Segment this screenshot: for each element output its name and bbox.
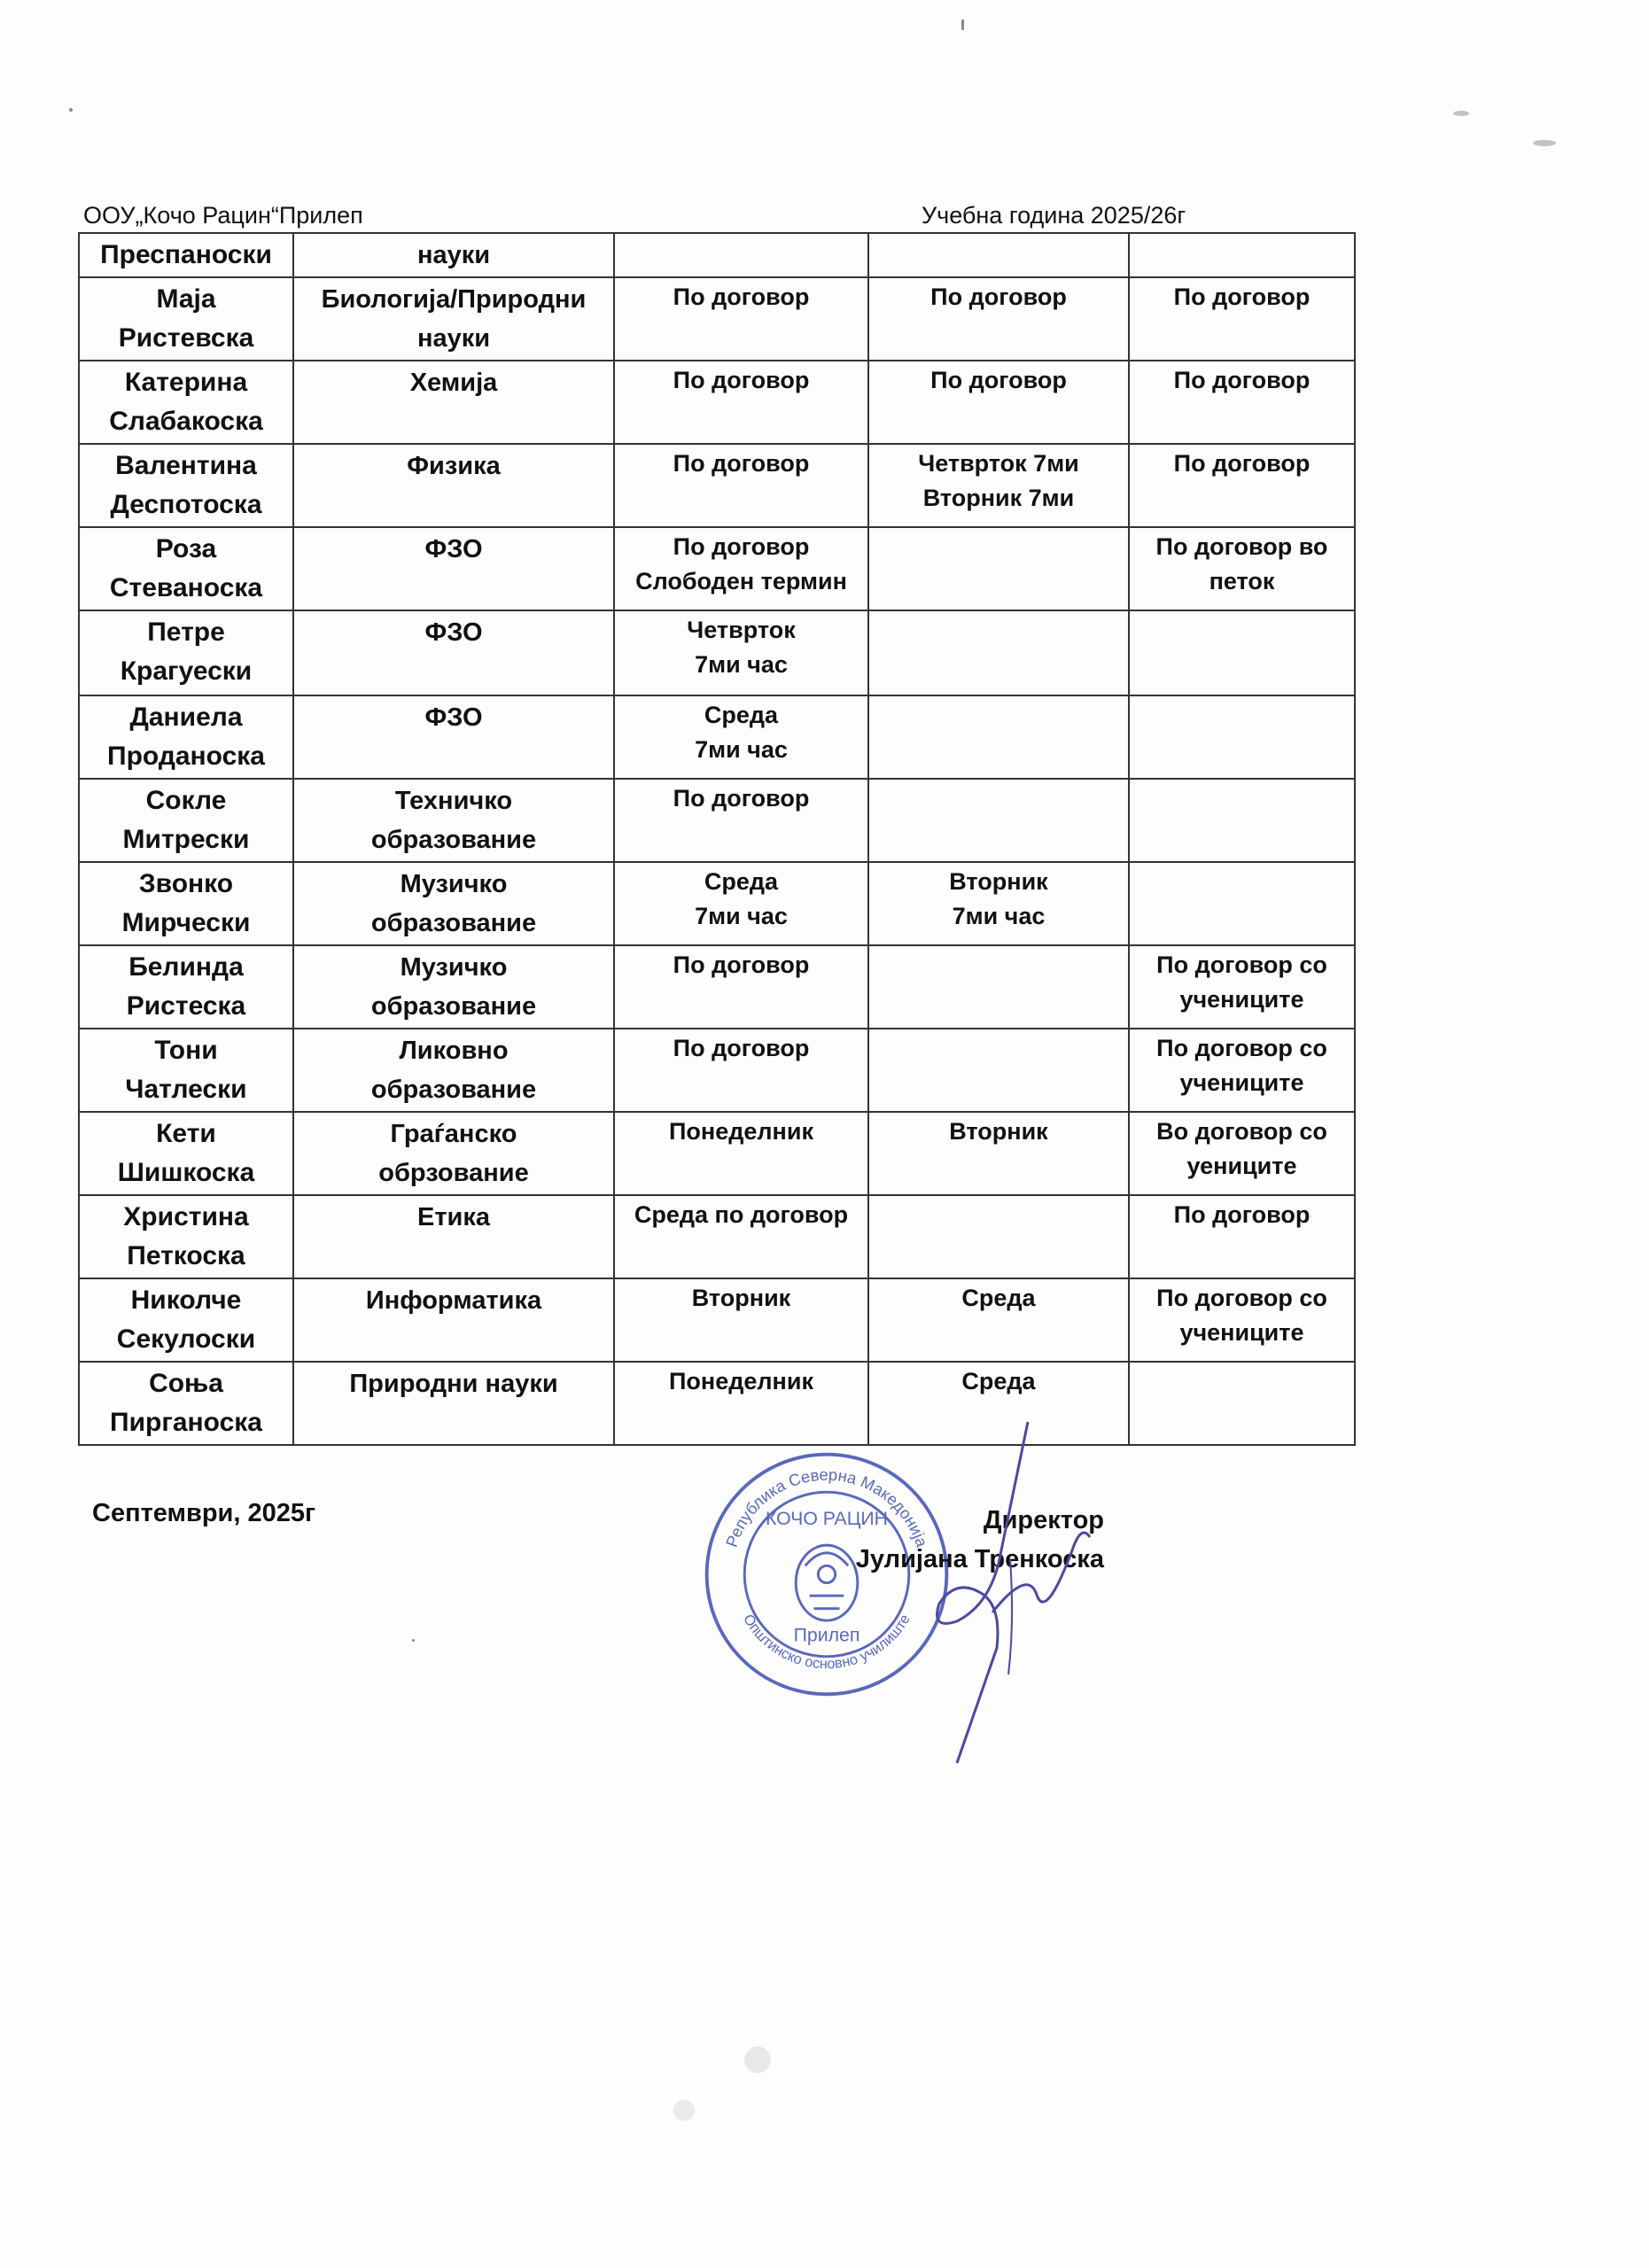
slot-cell — [1129, 945, 1355, 1029]
cell-line: науки — [416, 324, 491, 353]
slot-cell — [614, 610, 868, 695]
slot-cell — [614, 361, 868, 444]
slot-cell — [1129, 1029, 1355, 1112]
cell-line: учениците — [1179, 1319, 1304, 1346]
cell-line: 7ми час — [695, 903, 788, 929]
cell-line: Преспаноски — [100, 240, 272, 269]
cell-line: По договор со — [1156, 951, 1327, 978]
cell-line: Понеделник — [669, 1368, 813, 1394]
table-row — [79, 610, 1355, 695]
cell-line: Проданоска — [107, 742, 265, 771]
slot-cell — [1129, 233, 1355, 277]
slot-cell — [868, 779, 1129, 862]
table-row — [79, 527, 1355, 610]
cell-line: По договор со — [1156, 1035, 1327, 1061]
slot-cell — [614, 444, 868, 527]
cell-line: По договор — [1173, 284, 1311, 310]
slot-cell — [1129, 695, 1355, 779]
slot-cell — [1129, 1362, 1355, 1445]
director-title: Директор — [983, 1506, 1104, 1534]
cell-line: образование — [370, 909, 537, 937]
slot-cell — [614, 527, 868, 610]
teacher-name-cell — [79, 1195, 293, 1278]
cell-line: петок — [1209, 568, 1275, 594]
slot-cell — [868, 444, 1129, 527]
slot-cell — [868, 1112, 1129, 1195]
cell-line: Етика — [416, 1203, 490, 1231]
stamp-city: Прилеп — [793, 1624, 860, 1646]
cell-line: Валентина — [115, 451, 257, 480]
slot-cell — [868, 945, 1129, 1029]
cell-line: По договор — [673, 284, 810, 310]
cell-line: Петкоска — [127, 1241, 245, 1270]
teacher-name-cell — [79, 862, 293, 945]
table-row — [79, 1362, 1355, 1445]
slot-cell — [614, 1362, 868, 1445]
cell-line: По договор — [930, 367, 1067, 393]
cell-line: Слободен термин — [635, 568, 847, 594]
cell-line: Вторник — [949, 1118, 1048, 1145]
cell-line: Кети — [156, 1119, 216, 1148]
slot-cell — [1129, 779, 1355, 862]
slot-cell — [1129, 1278, 1355, 1362]
cell-line: Четврток 7ми — [918, 450, 1079, 477]
school-year: Учебна година 2025/26г — [922, 202, 1186, 229]
subject-cell — [293, 444, 614, 527]
cell-line: обрзование — [378, 1159, 529, 1187]
slot-cell — [868, 695, 1129, 779]
slot-cell — [614, 1278, 868, 1362]
cell-line: Белинда — [128, 952, 244, 982]
cell-line: науки — [416, 241, 491, 269]
subject-cell — [293, 361, 614, 444]
teacher-name-cell — [79, 610, 293, 695]
cell-line: Информатика — [365, 1286, 542, 1315]
cell-line: Христина — [123, 1202, 249, 1231]
teacher-name-cell — [79, 1278, 293, 1362]
table-row — [79, 277, 1355, 361]
slot-cell — [1129, 277, 1355, 361]
subject-cell — [293, 862, 614, 945]
consultation-schedule-table — [78, 232, 1356, 1446]
teacher-name-cell — [79, 1112, 293, 1195]
cell-line: Стеваноска — [109, 573, 263, 602]
cell-line: уениците — [1186, 1153, 1297, 1179]
cell-line: Мирчески — [121, 908, 251, 937]
table-row — [79, 1278, 1355, 1362]
cell-line: Ристеска — [126, 991, 246, 1021]
subject-cell — [293, 277, 614, 361]
slot-cell — [1129, 610, 1355, 695]
cell-line: ФЗО — [424, 535, 483, 563]
school-name: ООУ„Кочо Рацин“Прилеп — [83, 202, 363, 229]
cell-line: Вторник 7ми — [922, 485, 1075, 511]
subject-cell — [293, 1278, 614, 1362]
cell-line: 7ми час — [952, 903, 1046, 929]
cell-line: Роза — [155, 534, 217, 563]
cell-line: Даниела — [129, 703, 243, 732]
cell-line: Чатлески — [125, 1075, 247, 1104]
table-row — [79, 444, 1355, 527]
slot-cell — [614, 233, 868, 277]
table-row — [79, 1195, 1355, 1278]
cell-line: Среда — [704, 868, 779, 895]
table-row — [79, 695, 1355, 779]
slot-cell — [614, 1195, 868, 1278]
slot-cell — [868, 610, 1129, 695]
cell-line: Петре — [147, 617, 225, 647]
teacher-name-cell — [79, 527, 293, 610]
slot-cell — [614, 277, 868, 361]
slot-cell — [1129, 361, 1355, 444]
subject-cell — [293, 1029, 614, 1112]
cell-line: Шишкоска — [117, 1158, 255, 1187]
teacher-name-cell — [79, 277, 293, 361]
slot-cell — [614, 862, 868, 945]
slot-cell — [868, 1278, 1129, 1362]
cell-line: По договор — [1173, 1201, 1311, 1228]
table-row — [79, 233, 1355, 277]
cell-line: По договор — [673, 450, 810, 477]
cell-line: Биологија/Природни — [321, 285, 587, 314]
slot-cell — [1129, 1112, 1355, 1195]
slot-cell — [868, 1195, 1129, 1278]
cell-line: Музичко — [400, 870, 508, 898]
slot-cell — [614, 1112, 868, 1195]
cell-line: Звонко — [138, 869, 234, 898]
cell-line: Четврток — [687, 617, 796, 643]
table-row — [79, 862, 1355, 945]
cell-line: образование — [370, 992, 537, 1021]
subject-cell — [293, 1195, 614, 1278]
slot-cell — [614, 695, 868, 779]
cell-line: Ликовно — [399, 1037, 509, 1065]
cell-line: Ристевска — [118, 323, 254, 353]
cell-line: Маја — [156, 284, 216, 314]
subject-cell — [293, 1362, 614, 1445]
slot-cell — [1129, 1195, 1355, 1278]
subject-cell — [293, 695, 614, 779]
table-row — [79, 945, 1355, 1029]
stamp-bottom-text: Општинско основно училиште — [740, 1612, 914, 1673]
cell-line: По договор — [1173, 367, 1311, 393]
cell-line: По договор — [673, 533, 810, 560]
cell-line: Среда по договор — [634, 1201, 849, 1228]
teacher-name-cell — [79, 444, 293, 527]
cell-line: образование — [370, 826, 537, 854]
cell-line: По договор — [673, 1035, 810, 1061]
subject-cell — [293, 233, 614, 277]
table-row — [79, 1029, 1355, 1112]
subject-cell — [293, 610, 614, 695]
slot-cell — [868, 1029, 1129, 1112]
cell-line: Природни науки — [349, 1370, 558, 1398]
cell-line: Среда — [961, 1285, 1036, 1311]
slot-cell — [1129, 444, 1355, 527]
cell-line: Деспотоска — [110, 490, 262, 519]
cell-line: Николче — [130, 1285, 242, 1315]
cell-line: Музичко — [400, 953, 508, 982]
cell-line: Крагуески — [120, 656, 253, 686]
cell-line: ФЗО — [424, 618, 483, 647]
teacher-name-cell — [79, 695, 293, 779]
cell-line: По договор во — [1155, 533, 1328, 560]
cell-line: ФЗО — [424, 703, 483, 732]
cell-line: По договор — [673, 367, 810, 393]
slot-cell — [868, 862, 1129, 945]
cell-line: Секулоски — [116, 1324, 256, 1354]
document-date: Септември, 2025г — [92, 1499, 316, 1527]
slot-cell — [868, 361, 1129, 444]
cell-line: Тони — [154, 1036, 218, 1065]
table-row — [79, 361, 1355, 444]
cell-line: По договор — [1173, 450, 1311, 477]
slot-cell — [868, 277, 1129, 361]
cell-line: учениците — [1179, 986, 1304, 1013]
cell-line: Физика — [407, 452, 501, 480]
teacher-name-cell — [79, 361, 293, 444]
cell-line: По договор — [673, 951, 810, 978]
cell-line: Во договор со — [1156, 1118, 1327, 1145]
cell-line: Среда — [704, 702, 779, 728]
slot-cell — [868, 233, 1129, 277]
table-row — [79, 779, 1355, 862]
cell-line: образование — [370, 1076, 537, 1104]
cell-line: Вторник — [691, 1285, 791, 1311]
cell-line: По договор со — [1156, 1285, 1327, 1311]
cell-line: Пирганоска — [110, 1408, 262, 1437]
cell-line: Техничко — [394, 787, 513, 815]
stamp-school-name: КОЧО РАЦИН — [765, 1507, 889, 1529]
slot-cell — [1129, 862, 1355, 945]
cell-line: Граѓанско — [390, 1120, 517, 1148]
teacher-name-cell — [79, 1029, 293, 1112]
director-signature — [904, 1418, 1099, 1772]
cell-line: Среда — [961, 1368, 1036, 1394]
cell-line: Сокле — [145, 786, 227, 815]
cell-line: учениците — [1179, 1069, 1304, 1096]
teacher-name-cell — [79, 233, 293, 277]
cell-line: Понеделник — [669, 1118, 813, 1145]
subject-cell — [293, 945, 614, 1029]
table-row — [79, 1112, 1355, 1195]
slot-cell — [1129, 527, 1355, 610]
slot-cell — [868, 527, 1129, 610]
cell-line: Катерина — [124, 368, 248, 397]
teacher-name-cell — [79, 1362, 293, 1445]
cell-line: Хемија — [409, 369, 498, 397]
cell-line: Соња — [149, 1369, 223, 1398]
slot-cell — [614, 779, 868, 862]
subject-cell — [293, 779, 614, 862]
slot-cell — [614, 945, 868, 1029]
cell-line: По договор — [930, 284, 1067, 310]
cell-line: 7ми час — [695, 651, 788, 678]
subject-cell — [293, 1112, 614, 1195]
cell-line: По договор — [673, 785, 810, 812]
cell-line: Вторник — [949, 868, 1048, 895]
teacher-name-cell — [79, 945, 293, 1029]
stamp-ring-text: Република Северна Македонија — [721, 1464, 932, 1550]
teacher-name-cell — [79, 779, 293, 862]
cell-line: 7ми час — [695, 736, 788, 763]
cell-line: Митрески — [122, 825, 250, 854]
slot-cell — [614, 1029, 868, 1112]
subject-cell — [293, 527, 614, 610]
schedule-body — [79, 233, 1355, 1445]
director-name: Јулијана Тренкоска — [855, 1545, 1104, 1573]
cell-line: Слабакоска — [109, 407, 263, 436]
